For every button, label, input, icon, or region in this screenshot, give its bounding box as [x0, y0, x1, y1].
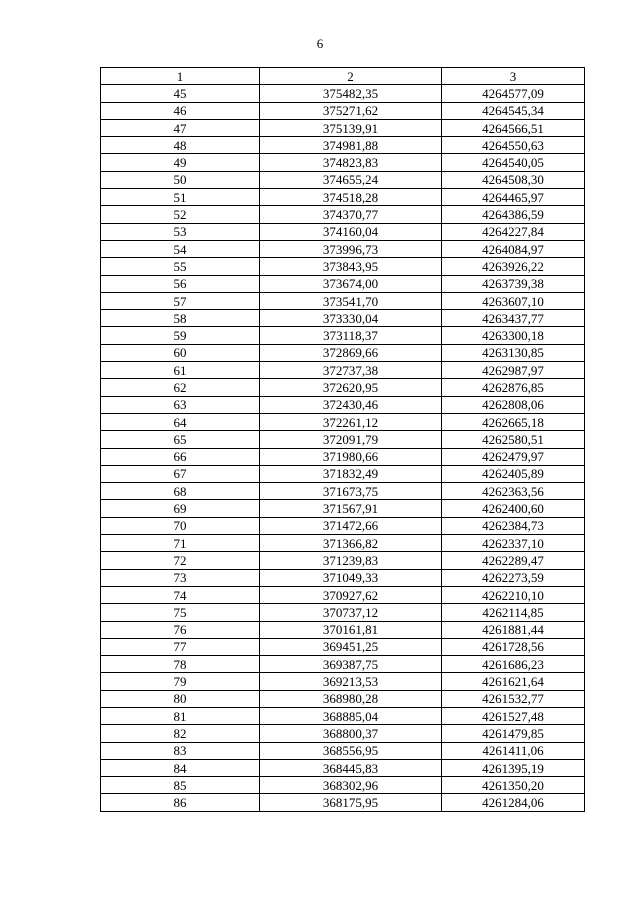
coordinates-table: [100, 67, 585, 812]
point-number-cell: 60: [101, 344, 260, 361]
point-number-cell: 45: [101, 85, 260, 102]
point-number-cell: 53: [101, 223, 260, 240]
x-coordinate-cell: 375271,62: [260, 102, 442, 119]
x-coordinate-cell: 368302,96: [260, 777, 442, 794]
point-number-cell: 63: [101, 396, 260, 413]
y-coordinate-cell: 4261686,23: [442, 656, 585, 673]
y-coordinate-cell: 4262876,85: [442, 379, 585, 396]
y-coordinate-cell: 4262273,59: [442, 569, 585, 586]
y-coordinate-cell: 4264545,34: [442, 102, 585, 119]
table-row: [101, 448, 585, 465]
x-coordinate-cell: 370161,81: [260, 621, 442, 638]
table-row: [101, 759, 585, 776]
y-coordinate-cell: 4262665,18: [442, 413, 585, 430]
y-coordinate-cell: 4262337,10: [442, 535, 585, 552]
y-coordinate-cell: 4261532,77: [442, 690, 585, 707]
y-coordinate-cell: 4263437,77: [442, 310, 585, 327]
y-coordinate-cell: 4262114,85: [442, 604, 585, 621]
x-coordinate-cell: 368800,37: [260, 725, 442, 742]
y-coordinate-cell: 4261284,06: [442, 794, 585, 811]
point-number-cell: 48: [101, 137, 260, 154]
y-coordinate-cell: 4261479,85: [442, 725, 585, 742]
point-number-cell: 83: [101, 742, 260, 759]
table-row: [101, 119, 585, 136]
y-coordinate-cell: 4262400,60: [442, 500, 585, 517]
y-coordinate-cell: 4261395,19: [442, 759, 585, 776]
point-number-cell: 54: [101, 240, 260, 257]
y-coordinate-cell: 4263300,18: [442, 327, 585, 344]
table-row: [101, 725, 585, 742]
point-number-cell: 76: [101, 621, 260, 638]
point-number-cell: 80: [101, 690, 260, 707]
y-coordinate-cell: 4264540,05: [442, 154, 585, 171]
x-coordinate-cell: 374823,83: [260, 154, 442, 171]
point-number-cell: 50: [101, 171, 260, 188]
table-row: [101, 500, 585, 517]
x-coordinate-cell: 371239,83: [260, 552, 442, 569]
point-number-cell: 77: [101, 638, 260, 655]
point-number-cell: 71: [101, 535, 260, 552]
x-coordinate-cell: 373674,00: [260, 275, 442, 292]
point-number-cell: 61: [101, 362, 260, 379]
x-coordinate-cell: 374518,28: [260, 189, 442, 206]
header-cell-col1: 1: [101, 68, 260, 85]
x-coordinate-cell: 373118,37: [260, 327, 442, 344]
table-row: [101, 621, 585, 638]
y-coordinate-cell: 4262363,56: [442, 483, 585, 500]
x-coordinate-cell: 374160,04: [260, 223, 442, 240]
point-number-cell: 86: [101, 794, 260, 811]
point-number-cell: 51: [101, 189, 260, 206]
y-coordinate-cell: 4263130,85: [442, 344, 585, 361]
y-coordinate-cell: 4264465,97: [442, 189, 585, 206]
y-coordinate-cell: 4262289,47: [442, 552, 585, 569]
x-coordinate-cell: 368885,04: [260, 707, 442, 724]
point-number-cell: 67: [101, 465, 260, 482]
point-number-cell: 70: [101, 517, 260, 534]
x-coordinate-cell: 368175,95: [260, 794, 442, 811]
point-number-cell: 59: [101, 327, 260, 344]
y-coordinate-cell: 4264508,30: [442, 171, 585, 188]
point-number-cell: 82: [101, 725, 260, 742]
x-coordinate-cell: 368980,28: [260, 690, 442, 707]
table-row: [101, 742, 585, 759]
table-row: [101, 413, 585, 430]
table-row: [101, 535, 585, 552]
y-coordinate-cell: 4262808,06: [442, 396, 585, 413]
y-coordinate-cell: 4263739,38: [442, 275, 585, 292]
y-coordinate-cell: 4264084,97: [442, 240, 585, 257]
table-row: [101, 240, 585, 257]
x-coordinate-cell: 371673,75: [260, 483, 442, 500]
point-number-cell: 79: [101, 673, 260, 690]
table-row: [101, 569, 585, 586]
y-coordinate-cell: 4264566,51: [442, 119, 585, 136]
point-number-cell: 52: [101, 206, 260, 223]
point-number-cell: 85: [101, 777, 260, 794]
table-row: [101, 102, 585, 119]
table-row: [101, 396, 585, 413]
y-coordinate-cell: 4261527,48: [442, 707, 585, 724]
y-coordinate-cell: 4264386,59: [442, 206, 585, 223]
x-coordinate-cell: 372091,79: [260, 431, 442, 448]
point-number-cell: 47: [101, 119, 260, 136]
x-coordinate-cell: 373541,70: [260, 292, 442, 309]
table-row: [101, 431, 585, 448]
y-coordinate-cell: 4261621,64: [442, 673, 585, 690]
x-coordinate-cell: 373330,04: [260, 310, 442, 327]
x-coordinate-cell: 368445,83: [260, 759, 442, 776]
table-header-row: [101, 68, 585, 85]
point-number-cell: 72: [101, 552, 260, 569]
table-row: [101, 483, 585, 500]
point-number-cell: 62: [101, 379, 260, 396]
table-row: [101, 171, 585, 188]
point-number-cell: 58: [101, 310, 260, 327]
x-coordinate-cell: 374655,24: [260, 171, 442, 188]
y-coordinate-cell: 4262210,10: [442, 586, 585, 603]
table-row: [101, 777, 585, 794]
table-row: [101, 690, 585, 707]
x-coordinate-cell: 371472,66: [260, 517, 442, 534]
table-row: [101, 362, 585, 379]
table-row: [101, 379, 585, 396]
x-coordinate-cell: 371366,82: [260, 535, 442, 552]
header-cell-col3: 3: [442, 68, 585, 85]
table-row: [101, 258, 585, 275]
y-coordinate-cell: 4261411,06: [442, 742, 585, 759]
page-number: 6: [316, 36, 324, 51]
y-coordinate-cell: 4261728,56: [442, 638, 585, 655]
x-coordinate-cell: 372620,95: [260, 379, 442, 396]
y-coordinate-cell: 4262987,97: [442, 362, 585, 379]
point-number-cell: 68: [101, 483, 260, 500]
y-coordinate-cell: 4264227,84: [442, 223, 585, 240]
y-coordinate-cell: 4262580,51: [442, 431, 585, 448]
point-number-cell: 46: [101, 102, 260, 119]
table-row: [101, 223, 585, 240]
x-coordinate-cell: 374370,77: [260, 206, 442, 223]
point-number-cell: 66: [101, 448, 260, 465]
table-row: [101, 638, 585, 655]
point-number-cell: 56: [101, 275, 260, 292]
table-row: [101, 707, 585, 724]
table-row: [101, 552, 585, 569]
table-row: [101, 327, 585, 344]
point-number-cell: 84: [101, 759, 260, 776]
point-number-cell: 73: [101, 569, 260, 586]
x-coordinate-cell: 369213,53: [260, 673, 442, 690]
table-row: [101, 154, 585, 171]
table-row: [101, 586, 585, 603]
table-row: [101, 310, 585, 327]
x-coordinate-cell: 369387,75: [260, 656, 442, 673]
x-coordinate-cell: 372737,38: [260, 362, 442, 379]
table-row: [101, 189, 585, 206]
table-row: [101, 344, 585, 361]
y-coordinate-cell: 4264550,63: [442, 137, 585, 154]
x-coordinate-cell: 372261,12: [260, 413, 442, 430]
point-number-cell: 55: [101, 258, 260, 275]
x-coordinate-cell: 371980,66: [260, 448, 442, 465]
x-coordinate-cell: 371049,33: [260, 569, 442, 586]
table-row: [101, 604, 585, 621]
header-cell-col2: 2: [260, 68, 442, 85]
table-row: [101, 85, 585, 102]
y-coordinate-cell: 4261350,20: [442, 777, 585, 794]
table-row: [101, 656, 585, 673]
point-number-cell: 69: [101, 500, 260, 517]
x-coordinate-cell: 374981,88: [260, 137, 442, 154]
y-coordinate-cell: 4263607,10: [442, 292, 585, 309]
x-coordinate-cell: 370737,12: [260, 604, 442, 621]
table-row: [101, 794, 585, 811]
x-coordinate-cell: 369451,25: [260, 638, 442, 655]
x-coordinate-cell: 375482,35: [260, 85, 442, 102]
point-number-cell: 74: [101, 586, 260, 603]
point-number-cell: 64: [101, 413, 260, 430]
point-number-cell: 78: [101, 656, 260, 673]
table-body: [101, 85, 585, 811]
table-row: [101, 292, 585, 309]
table-row: [101, 673, 585, 690]
x-coordinate-cell: 373996,73: [260, 240, 442, 257]
y-coordinate-cell: 4263926,22: [442, 258, 585, 275]
point-number-cell: 49: [101, 154, 260, 171]
table-row: [101, 517, 585, 534]
table-row: [101, 206, 585, 223]
x-coordinate-cell: 375139,91: [260, 119, 442, 136]
y-coordinate-cell: 4264577,09: [442, 85, 585, 102]
x-coordinate-cell: 372430,46: [260, 396, 442, 413]
y-coordinate-cell: 4262405,89: [442, 465, 585, 482]
table-row: [101, 137, 585, 154]
x-coordinate-cell: 373843,95: [260, 258, 442, 275]
point-number-cell: 81: [101, 707, 260, 724]
x-coordinate-cell: 372869,66: [260, 344, 442, 361]
table-row: [101, 465, 585, 482]
table-row: [101, 275, 585, 292]
point-number-cell: 75: [101, 604, 260, 621]
x-coordinate-cell: 370927,62: [260, 586, 442, 603]
point-number-cell: 57: [101, 292, 260, 309]
y-coordinate-cell: 4262479,97: [442, 448, 585, 465]
point-number-cell: 65: [101, 431, 260, 448]
x-coordinate-cell: 371567,91: [260, 500, 442, 517]
y-coordinate-cell: 4262384,73: [442, 517, 585, 534]
y-coordinate-cell: 4261881,44: [442, 621, 585, 638]
x-coordinate-cell: 371832,49: [260, 465, 442, 482]
x-coordinate-cell: 368556,95: [260, 742, 442, 759]
